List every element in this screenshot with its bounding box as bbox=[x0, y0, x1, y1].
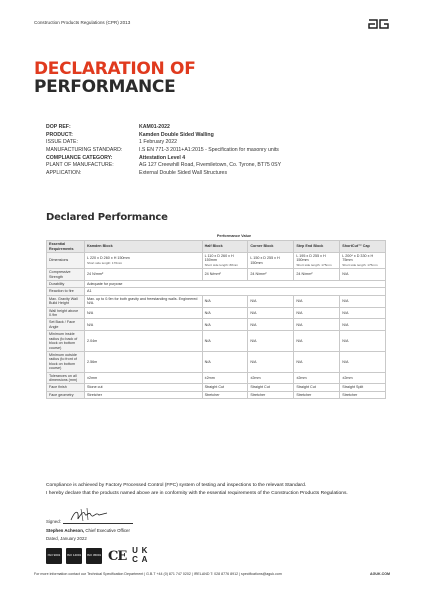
value-main: Stretcher bbox=[204, 392, 220, 397]
value-main: L 220 x D 260 x H 150mm bbox=[87, 256, 130, 261]
footer bbox=[34, 572, 390, 576]
ukca-letter: A bbox=[141, 555, 148, 564]
meta-row bbox=[46, 139, 386, 147]
signer-role: Chief Executive Officer bbox=[85, 528, 130, 533]
value-cell bbox=[248, 351, 294, 372]
value-main: Straight Cut bbox=[250, 385, 270, 390]
signature-row bbox=[46, 508, 246, 524]
table-row bbox=[47, 372, 386, 384]
statement-line: Compliance is achieved by Factory Processed Control (FPC) system of testing and inspections to the relevant Standard. bbox=[46, 483, 307, 488]
value-main: Straight Cut bbox=[296, 385, 316, 390]
value-cell bbox=[340, 372, 386, 384]
column-header: Corner Block bbox=[248, 241, 294, 253]
value-note: Short side length: 175mm bbox=[296, 262, 332, 267]
value-cell bbox=[85, 319, 203, 331]
compliance-statement bbox=[46, 482, 386, 498]
value-main: ±2mm bbox=[204, 375, 215, 380]
value-cell bbox=[340, 391, 386, 398]
meta-row bbox=[46, 147, 386, 155]
column-header: Essential Requirements bbox=[47, 241, 85, 253]
footer-contact: For more information contact our Technical Specification Department | G.B.T +44 (0) 871 747 0202 | IRELAND T: 028 8776 8912 | specifications@aguk.com bbox=[34, 572, 282, 576]
value-main: N/A bbox=[342, 359, 349, 364]
value-cell bbox=[202, 384, 248, 391]
meta-value: KAM01-2022 bbox=[139, 124, 170, 130]
value-main: L 150 x D 255 x H 150mm bbox=[250, 256, 280, 265]
value-cell bbox=[85, 331, 203, 352]
meta-key: APPLICATION: bbox=[46, 170, 82, 177]
value-main: N/A bbox=[296, 359, 303, 364]
value-cell bbox=[340, 253, 386, 269]
value-main: ±2mm bbox=[87, 375, 98, 380]
value-cell bbox=[294, 307, 340, 319]
value-main: N/A bbox=[250, 359, 257, 364]
value-cell bbox=[294, 253, 340, 269]
table-row bbox=[47, 288, 386, 295]
table-header-row bbox=[47, 241, 386, 253]
value-main: 24 N/mm² bbox=[204, 272, 221, 277]
product-metadata bbox=[46, 124, 386, 178]
value-cell bbox=[248, 295, 294, 307]
title-line-2: PERFORMANCE bbox=[34, 77, 176, 97]
meta-value: 1 February 2022 bbox=[139, 139, 178, 146]
value-cell bbox=[202, 391, 248, 398]
title-line-1: DECLARATION OF bbox=[34, 59, 196, 79]
performance-table bbox=[46, 240, 386, 399]
meta-key: MANUFACTURING STANDARD: bbox=[46, 147, 123, 154]
value-main: ±2mm bbox=[250, 375, 261, 380]
certification-logos bbox=[46, 548, 149, 564]
value-cell bbox=[248, 319, 294, 331]
value-cell bbox=[340, 331, 386, 352]
value-main: N/A bbox=[296, 338, 303, 343]
value-cell bbox=[248, 331, 294, 352]
value-cell bbox=[294, 372, 340, 384]
value-cell bbox=[85, 253, 203, 269]
performance-value-header: Performance Value bbox=[216, 234, 252, 238]
column-header: Kamden Block bbox=[85, 241, 203, 253]
value-cell bbox=[85, 307, 203, 319]
value-cell bbox=[202, 372, 248, 384]
value-main: N/A bbox=[204, 299, 211, 304]
meta-row bbox=[46, 132, 386, 140]
iso-14001-logo: ISO 14001 bbox=[66, 548, 82, 564]
requirement-cell: Max. Gravity Wall Build Height bbox=[47, 295, 85, 307]
value-cell bbox=[248, 253, 294, 269]
value-main: Stretcher bbox=[87, 392, 102, 397]
value-cell bbox=[294, 319, 340, 331]
value-main: N/A bbox=[250, 322, 257, 327]
handwritten-signature bbox=[69, 506, 109, 524]
meta-key: DOP REF: bbox=[46, 124, 71, 130]
value-main: Max. up to 0.9m for both gravity and freestanding walls. Engineered N/A. bbox=[87, 296, 198, 306]
value-cell bbox=[294, 391, 340, 398]
value-cell bbox=[85, 295, 203, 307]
statement-line: I hereby declare that the products named above are in conformity with the essential requirements of the Construction Products Regulations. bbox=[46, 491, 348, 496]
meta-key: COMPLIANCE CATEGORY: bbox=[46, 154, 113, 161]
ukca-letter: K bbox=[141, 546, 148, 555]
value-cell bbox=[202, 295, 248, 307]
requirement-cell: Wall height above 0.9m bbox=[47, 307, 85, 319]
value-cell bbox=[202, 331, 248, 352]
value-cell bbox=[85, 384, 203, 391]
value-main: N/A bbox=[250, 310, 257, 315]
value-cell bbox=[294, 331, 340, 352]
value-note: Short side length: 175mm bbox=[342, 262, 378, 267]
signer-name-text: Stephen Acheson, bbox=[46, 528, 85, 533]
value-main: N/A bbox=[296, 322, 303, 327]
section-title: Declared Performance bbox=[46, 212, 168, 223]
value-main: N/A bbox=[296, 299, 303, 304]
ukca-letter: U bbox=[132, 546, 138, 555]
column-header: Step End Block bbox=[294, 241, 340, 253]
table-row bbox=[47, 384, 386, 391]
value-cell bbox=[85, 269, 203, 281]
meta-row bbox=[46, 170, 386, 178]
value-cell bbox=[248, 391, 294, 398]
value-main: L 200* x D 330 x H 75mm bbox=[342, 254, 374, 263]
meta-value: Attestation Level 4 bbox=[139, 154, 186, 161]
requirement-cell: Face geometry bbox=[47, 391, 85, 398]
value-main: 2.56m bbox=[87, 359, 98, 364]
signer-name bbox=[46, 528, 246, 533]
value-main: N/A bbox=[250, 338, 257, 343]
value-main: N/A bbox=[342, 322, 349, 327]
requirement-cell: Compressive Strength bbox=[47, 269, 85, 281]
value-main: N/A bbox=[204, 322, 211, 327]
value-cell bbox=[85, 391, 203, 398]
value-main: N/A bbox=[204, 338, 211, 343]
value-main: N/A bbox=[296, 310, 303, 315]
value-main: Stretcher bbox=[342, 392, 358, 397]
value-main: N/A bbox=[342, 338, 349, 343]
value-cell: A1 bbox=[85, 288, 386, 295]
value-cell: Adequate for purpose bbox=[85, 281, 386, 288]
value-main: ±2mm bbox=[342, 375, 353, 380]
value-cell bbox=[248, 269, 294, 281]
document-title bbox=[34, 60, 196, 96]
requirement-cell: Durability bbox=[47, 281, 85, 288]
value-cell bbox=[85, 351, 203, 372]
value-main: L 195 x D 255 x H 150mm bbox=[296, 254, 326, 263]
value-cell bbox=[340, 319, 386, 331]
value-main: 24 N/mm² bbox=[87, 272, 104, 277]
value-cell bbox=[85, 372, 203, 384]
requirement-cell: Minimum outside radius (to front of block on bottom course) bbox=[47, 351, 85, 372]
requirement-cell: Face finish bbox=[47, 384, 85, 391]
table-row bbox=[47, 331, 386, 352]
top-bar bbox=[34, 18, 390, 32]
value-cell bbox=[202, 269, 248, 281]
ag-logo-icon bbox=[368, 18, 390, 30]
signature-block bbox=[46, 508, 246, 541]
footer-website-link[interactable]: AGUK.COM bbox=[370, 572, 390, 576]
value-main: 24 N/mm² bbox=[250, 272, 267, 277]
value-cell bbox=[202, 351, 248, 372]
value-main: Straight Cut bbox=[204, 385, 225, 390]
table-row bbox=[47, 295, 386, 307]
table-row bbox=[47, 319, 386, 331]
table-row bbox=[47, 281, 386, 288]
table-row bbox=[47, 391, 386, 398]
value-main: L 110 x D 260 x H 150mm bbox=[204, 254, 234, 263]
value-cell bbox=[248, 307, 294, 319]
requirement-cell: Tolerances on all dimensions (mm) bbox=[47, 372, 85, 384]
table-row bbox=[47, 307, 386, 319]
table-row bbox=[47, 351, 386, 372]
value-main: N/A bbox=[342, 310, 349, 315]
column-header: ShortCut™ Cap bbox=[340, 241, 386, 253]
iso-9001-logo: ISO 9001 bbox=[46, 548, 62, 564]
meta-value: Kamden Double Sided Walling bbox=[139, 131, 214, 138]
requirement-cell: Dimensions bbox=[47, 253, 85, 269]
value-main: 24 N/mm² bbox=[296, 272, 313, 277]
signed-label: Signed: bbox=[46, 519, 61, 524]
value-main: Stretcher bbox=[250, 392, 266, 397]
value-cell bbox=[202, 253, 248, 269]
value-main: N/A bbox=[87, 322, 94, 327]
value-cell bbox=[294, 384, 340, 391]
regulation-title: Construction Products Regulations (CPR) 2013 bbox=[34, 20, 131, 25]
requirement-cell: Reaction to fire bbox=[47, 288, 85, 295]
value-cell bbox=[248, 384, 294, 391]
ce-mark: CE bbox=[108, 548, 127, 564]
ukca-mark bbox=[130, 547, 149, 565]
meta-value: I.S EN 771-3 2011+A1:2015 - Specification for masonry units bbox=[139, 147, 279, 154]
meta-row bbox=[46, 162, 386, 170]
table-body bbox=[47, 253, 386, 399]
value-cell bbox=[340, 269, 386, 281]
value-note: Short side length: 88mm bbox=[204, 262, 239, 267]
value-main: Stone cut bbox=[87, 385, 103, 390]
value-main: ±2mm bbox=[296, 375, 307, 380]
value-main: N/A bbox=[342, 272, 349, 277]
value-cell bbox=[294, 295, 340, 307]
signature-line bbox=[63, 510, 133, 524]
meta-key: PLANT OF MANUFACTURE: bbox=[46, 162, 114, 169]
meta-row bbox=[46, 124, 386, 132]
meta-value: External Double Sided Wall Structures bbox=[139, 170, 228, 177]
ukca-letter: C bbox=[132, 555, 138, 564]
value-note: Short side length: 176mm bbox=[87, 260, 123, 265]
value-main: Straight Split bbox=[342, 385, 364, 390]
iso-45001-logo: ISO 45001 bbox=[86, 548, 102, 564]
value-main: N/A bbox=[204, 359, 211, 364]
requirement-cell: Minimum inside radius (to back of block on bottom course) bbox=[47, 331, 85, 352]
value-cell bbox=[202, 319, 248, 331]
meta-key: ISSUE DATE: bbox=[46, 139, 78, 146]
value-main: N/A bbox=[342, 299, 349, 304]
meta-value: AG 127 Creewhill Road, Fivemiletown, Co. Tyrone, BT75 0SY bbox=[139, 162, 282, 169]
value-cell bbox=[340, 351, 386, 372]
table-row bbox=[47, 253, 386, 269]
signature-date: Dated, January 2022 bbox=[46, 536, 87, 541]
value-cell bbox=[294, 269, 340, 281]
value-cell bbox=[294, 351, 340, 372]
value-cell bbox=[340, 295, 386, 307]
value-main: N/A bbox=[204, 310, 211, 315]
value-cell bbox=[340, 384, 386, 391]
meta-row bbox=[46, 155, 386, 163]
value-main: 2.04m bbox=[87, 338, 98, 343]
table-row bbox=[47, 269, 386, 281]
value-main: N/A bbox=[250, 299, 257, 304]
value-cell bbox=[340, 307, 386, 319]
value-main: N/A bbox=[87, 310, 94, 315]
value-main: Stretcher bbox=[296, 392, 312, 397]
column-header: Half Block bbox=[202, 241, 248, 253]
requirement-cell: Set Back / Face Angle bbox=[47, 319, 85, 331]
value-cell bbox=[248, 372, 294, 384]
value-cell bbox=[202, 307, 248, 319]
meta-key: PRODUCT: bbox=[46, 131, 73, 138]
